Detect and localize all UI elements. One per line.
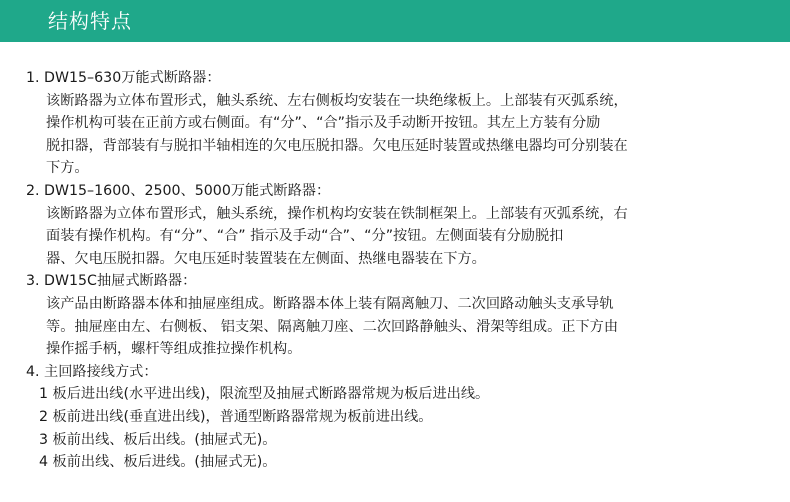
feature-item-body bbox=[26, 203, 766, 271]
body-line: 该断路器为立体布置形式，触头系统，操作机构均安装在铁制框架上。上部装有灭弧系统，右 bbox=[46, 205, 628, 222]
wiring-option: 1 板后进出线(水平进出线)，限流型及抽屉式断路器常规为板后进出线。 bbox=[39, 386, 490, 403]
body-line: 等。抽屉座由左、右侧板、 铝支架、隔离触刀座、二次回路静触头、滑架等组成。正下方由 bbox=[46, 318, 619, 335]
body-line: 器、欠电压脱扣器。欠电压延时装置装在左侧面、热继电器装在下方。 bbox=[46, 250, 486, 267]
wiring-option: 4 板前出线、板后进线。(抽屉式无)。 bbox=[39, 454, 277, 471]
feature-item-4 bbox=[26, 361, 766, 474]
feature-item-1 bbox=[26, 67, 766, 180]
wiring-option: 3 板前出线、板后出线。(抽屉式无)。 bbox=[39, 431, 277, 448]
feature-item-title: 2. DW15–1600、2500、5000万能式断路器： bbox=[26, 182, 331, 199]
section-header-bar bbox=[0, 0, 790, 42]
body-line: 脱扣器，背部装有与脱扣半轴相连的欠电压脱扣器。欠电压延时装置或热继电器均可分别装在 bbox=[46, 137, 628, 154]
feature-item-title: 1. DW15–630万能式断路器： bbox=[26, 70, 221, 86]
feature-item-2 bbox=[26, 180, 766, 270]
body-line: 操作机构可装在正前方或右侧面。有“分”、“合”指示及手动断开按钮。其左上方装有分励 bbox=[46, 115, 601, 132]
body-line: 操作摇手柄，螺杆等组成推拉操作机构。 bbox=[46, 341, 302, 358]
body-line: 下方。 bbox=[46, 160, 89, 177]
feature-item-title: 4. 主回路接线方式： bbox=[26, 363, 158, 380]
features-content bbox=[26, 67, 766, 474]
body-line: 面装有操作机构。有“分”、“合” 指示及手动“合”、“分”按钮。左侧面装有分励脱扣 bbox=[46, 228, 564, 245]
feature-item-body bbox=[26, 383, 766, 473]
feature-item-title: 3. DW15C抽屉式断路器： bbox=[26, 273, 197, 290]
feature-item-3 bbox=[26, 270, 766, 360]
feature-item-body bbox=[26, 293, 766, 361]
section-title: 结构特点 bbox=[48, 9, 132, 33]
feature-item-body bbox=[26, 90, 766, 180]
body-line: 该产品由断路器本体和抽屉座组成。断路器本体上装有隔离触刀、二次回路动触头支承导轨 bbox=[46, 295, 614, 312]
wiring-option: 2 板前进出线(垂直进出线)，普通型断路器常规为板前进出线。 bbox=[39, 408, 433, 425]
body-line: 该断路器为立体布置形式，触头系统、左右侧板均安装在一块绝缘板上。上部装有灭弧系统， bbox=[46, 92, 628, 109]
